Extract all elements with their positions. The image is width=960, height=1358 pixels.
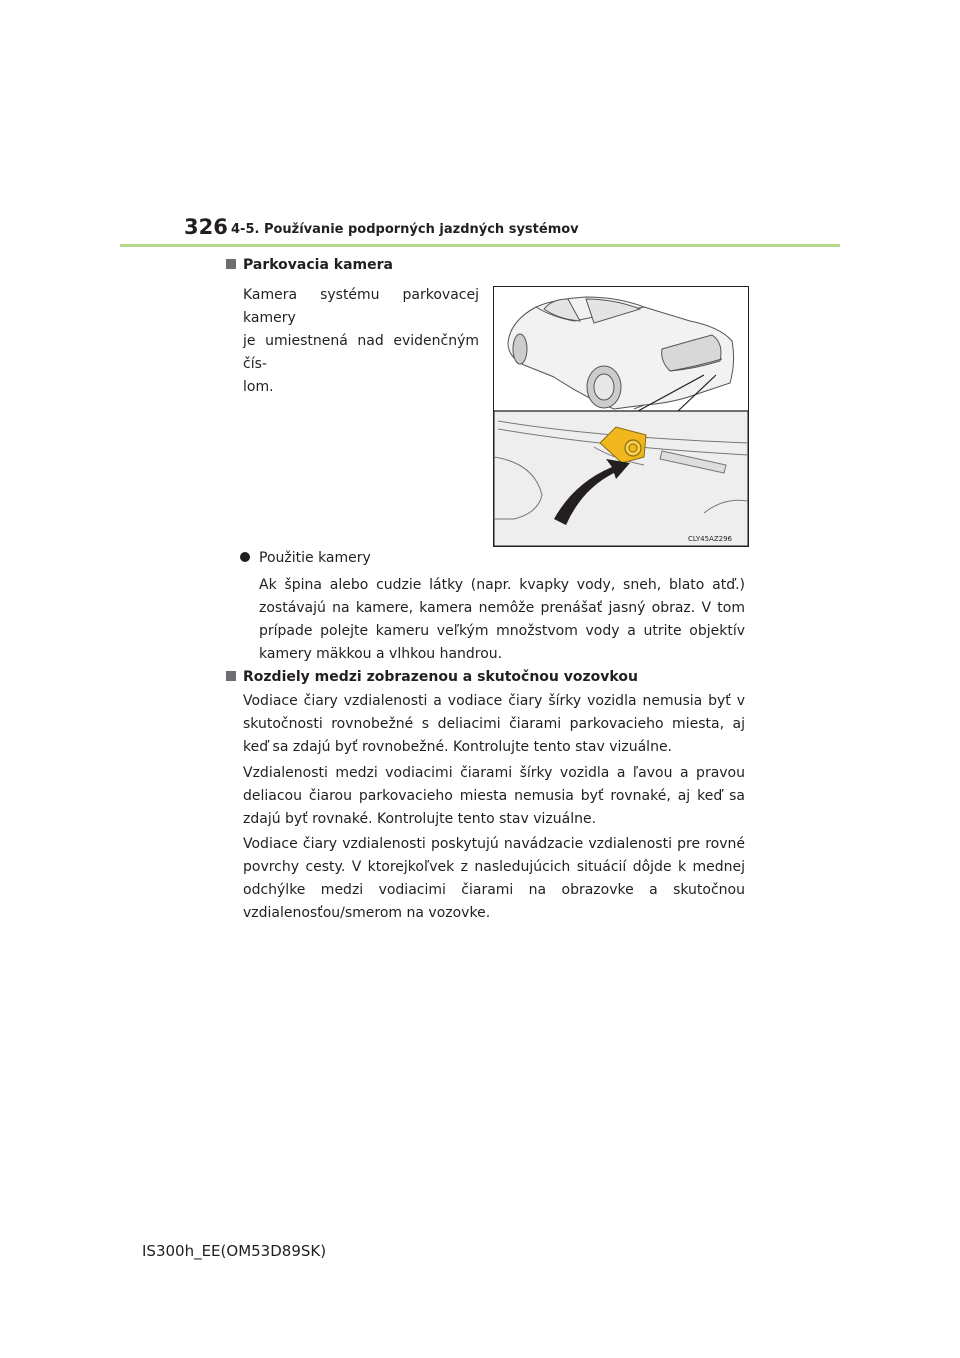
page-number: 326 — [184, 215, 228, 239]
bullet-dot-icon — [240, 552, 250, 562]
section-heading-parking-camera: Parkovacia kamera — [226, 257, 393, 273]
intro-line: Kamera systému parkovacej kamery — [243, 287, 479, 326]
paragraph: Vodiace čiary vzdialenosti a vodiace čiary šírky vozidla nemusia byť v skutočnosti rovnobežné s deliacimi čiarami parkovacieho miesta, aj keď sa zdajú byť rovnobežné. Kontrolujte tento stav vizuálne. — [243, 693, 745, 755]
paragraph: Vzdialenosti medzi vodiacimi čiarami šírky vozidla a ľavou a pravou deliacou čiarou parkovacieho miesta nemusia byť rovnaké, aj keď sa zdajú byť rovnaké. Kontrolujte tento stav vizuálne. — [243, 765, 745, 827]
intro-line: lom. — [243, 379, 274, 395]
bullet-paragraph: Ak špina alebo cudzie látky (napr. kvapky vody, sneh, blato atď.) zostávajú na kamere, kamera nemôže prenášať jasný obraz. V tom prípade polejte kameru veľkým množstvom vody a utrite objektív kamery mäkkou a vlhkou handrou. — [259, 577, 745, 662]
bullet-heading: Použitie kamery — [240, 550, 371, 566]
figure-code: CLY45AZ296 — [688, 535, 732, 543]
section-square-icon — [226, 671, 236, 681]
car-illustration — [494, 287, 748, 546]
intro-paragraph — [243, 284, 479, 399]
section-square-icon — [226, 259, 236, 269]
chapter-title: 4-5. Používanie podporných jazdných systémov — [231, 222, 579, 237]
header-divider — [120, 244, 840, 247]
section-heading-road-differences: Rozdiely medzi zobrazenou a skutočnou vozovkou — [226, 669, 638, 685]
footer-model-code: IS300h_EE(OM53D89SK) — [142, 1242, 327, 1260]
intro-line: je umiestnená nad evidenčným čís- — [243, 333, 479, 372]
paragraph: Vodiace čiary vzdialenosti poskytujú navádzacie vzdialenosti pre rovné povrchy cesty. V ktorejkoľvek z nasledujúcich situácií dôjde k mednej odchýlke medzi vodiacimi čiarami na obrazovke a skutočnou vzdialenosťou/smerom na vozovke. — [243, 836, 745, 921]
camera-location-figure — [493, 286, 749, 547]
